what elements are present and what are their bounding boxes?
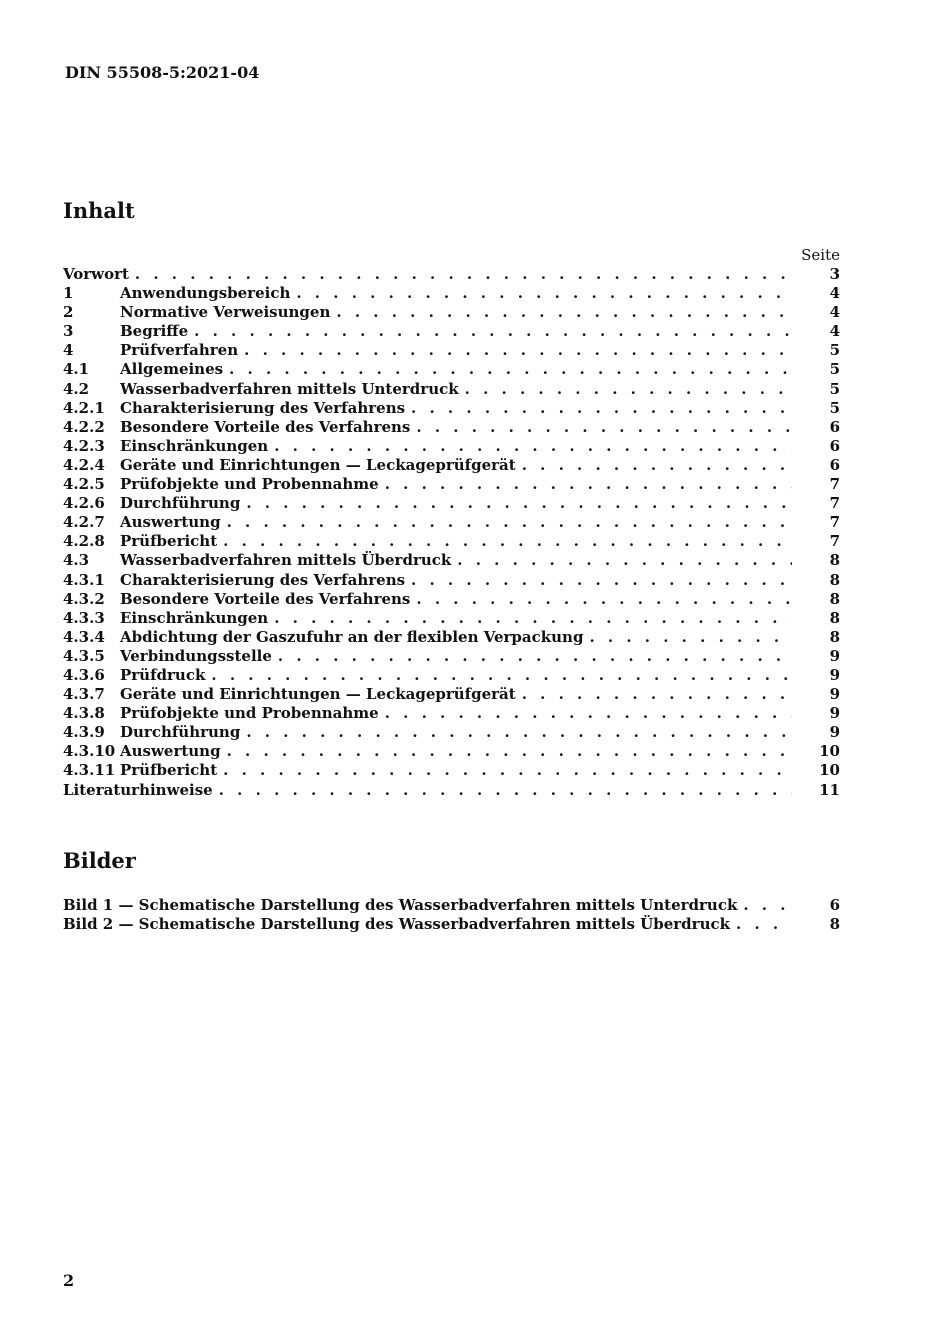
toc-entry-page: 8 xyxy=(829,915,840,934)
toc-entry-title[interactable]: Prüfdruck xyxy=(120,665,206,684)
dot-leader xyxy=(227,513,792,532)
toc-entry-number: 1 xyxy=(63,284,74,303)
toc-entry-page: 9 xyxy=(829,704,840,723)
toc-entry[interactable] xyxy=(63,551,840,570)
toc-entry-page: 5 xyxy=(829,379,840,398)
toc-entry-number: 2 xyxy=(63,303,74,322)
toc-entry[interactable] xyxy=(63,742,840,761)
toc-entry-title[interactable]: Bild 1 — Schematische Darstellung des Wasserbadverfahren mittels Unterdruck xyxy=(63,896,738,914)
toc-entry-page: 8 xyxy=(829,608,840,627)
toc-entry[interactable] xyxy=(63,723,840,742)
toc-entry[interactable] xyxy=(63,704,840,723)
toc-entry-number: 4.3.2 xyxy=(63,589,105,608)
toc-entry-page: 10 xyxy=(819,742,840,761)
toc-entry-title[interactable]: Wasserbadverfahren mittels Überdruck xyxy=(120,551,452,570)
toc-entry-title[interactable]: Einschränkungen xyxy=(120,608,269,627)
toc-entry-title[interactable]: Literaturhinweise xyxy=(63,780,213,799)
dot-leader xyxy=(244,341,792,360)
figures-heading: Bilder xyxy=(63,848,136,873)
toc-entry-number: 4.2.5 xyxy=(63,475,105,494)
dot-leader xyxy=(135,265,792,284)
toc-entry-title[interactable]: Prüfbericht xyxy=(120,761,218,780)
toc-entry-page: 6 xyxy=(829,896,840,914)
dot-leader xyxy=(223,761,792,780)
toc-entry[interactable] xyxy=(63,685,840,704)
toc-entry[interactable] xyxy=(63,322,840,341)
toc-entry-title[interactable]: Einschränkungen xyxy=(120,436,269,455)
toc-entry-title[interactable]: Prüfbericht xyxy=(120,532,218,551)
toc-entry-number: 4.3.3 xyxy=(63,608,105,627)
dot-leader xyxy=(743,896,792,915)
toc-entry[interactable] xyxy=(63,437,840,456)
toc-entry-page: 11 xyxy=(819,780,840,799)
toc-entry-number: 4.2.3 xyxy=(63,436,105,455)
toc-entry-page: 3 xyxy=(829,265,840,283)
toc-entry-title[interactable]: Besondere Vorteile des Verfahrens xyxy=(120,589,411,608)
toc-entry-number: 4.1 xyxy=(63,360,90,379)
toc-entry-number: 4.2 xyxy=(63,379,90,398)
toc-entry[interactable] xyxy=(63,609,840,628)
toc-entry-title[interactable]: Anwendungsbereich xyxy=(120,284,291,303)
dot-leader xyxy=(246,723,792,742)
toc-entry[interactable] xyxy=(63,647,840,666)
toc-entry[interactable] xyxy=(63,284,840,303)
toc-entry-number: 4.3 xyxy=(63,551,90,570)
toc-entry[interactable] xyxy=(63,571,840,590)
toc-entry-number: 4.3.7 xyxy=(63,685,105,704)
toc-entry-number: 4.3.6 xyxy=(63,665,105,684)
page-column-label: Seite xyxy=(801,246,840,264)
toc-entry-page: 7 xyxy=(829,494,840,513)
dot-leader xyxy=(227,742,792,761)
toc-entry-title[interactable]: Begriffe xyxy=(120,322,189,341)
toc-entry[interactable] xyxy=(63,303,840,322)
toc-entry-page: 4 xyxy=(829,284,840,303)
toc-entry-title[interactable]: Verbindungsstelle xyxy=(120,646,272,665)
toc-entry[interactable] xyxy=(63,628,840,647)
toc-entry-number: 4.2.1 xyxy=(63,398,105,417)
toc-entry-number: 4.2.8 xyxy=(63,532,105,551)
toc-entry-page: 9 xyxy=(829,646,840,665)
toc-entry-title[interactable]: Prüfverfahren xyxy=(120,341,239,360)
toc-entry-number: 4.2.4 xyxy=(63,455,105,474)
dot-leader xyxy=(465,380,792,399)
figure-entry[interactable] xyxy=(63,896,840,915)
dot-leader xyxy=(385,704,792,723)
toc-entry[interactable] xyxy=(63,666,840,685)
toc-entry[interactable] xyxy=(63,475,840,494)
toc-entry-page: 8 xyxy=(829,551,840,570)
dot-leader xyxy=(194,322,792,341)
dot-leader xyxy=(336,303,792,322)
toc-entry-number: 4.3.11 xyxy=(63,761,116,780)
dot-leader xyxy=(246,494,792,513)
toc-entry-page: 8 xyxy=(829,627,840,646)
toc-entry[interactable] xyxy=(63,761,840,780)
toc-entry-title[interactable]: Normative Verweisungen xyxy=(120,303,331,322)
dot-leader xyxy=(223,532,792,551)
toc-entry-title[interactable]: Allgemeines xyxy=(120,360,224,379)
toc-entry-page: 4 xyxy=(829,303,840,322)
dot-leader xyxy=(229,360,792,379)
toc-entry-page: 10 xyxy=(819,761,840,780)
toc-entry-page: 5 xyxy=(829,341,840,360)
dot-leader xyxy=(278,647,792,666)
toc-entry-title[interactable]: Durchführung xyxy=(120,723,241,742)
toc-entry-page: 9 xyxy=(829,723,840,742)
toc-entry[interactable] xyxy=(63,456,840,475)
toc-entry[interactable] xyxy=(63,590,840,609)
toc-entry[interactable] xyxy=(63,380,840,399)
toc-entry-title[interactable]: Charakterisierung des Verfahrens xyxy=(120,570,406,589)
dot-leader xyxy=(274,437,792,456)
toc-entry-title[interactable]: Besondere Vorteile des Verfahrens xyxy=(120,417,411,436)
toc-entry[interactable] xyxy=(63,399,840,418)
dot-leader xyxy=(296,284,792,303)
toc-entry[interactable] xyxy=(63,341,840,360)
dot-leader xyxy=(411,399,792,418)
dot-leader xyxy=(385,475,792,494)
toc-entry-title[interactable]: Abdichtung der Gaszufuhr an der flexiblen Verpackung xyxy=(120,627,584,646)
toc-entry-title[interactable]: Geräte und Einrichtungen — Leckageprüfgerät xyxy=(120,455,516,474)
toc-entry-page: 6 xyxy=(829,417,840,436)
toc-entry-number: 4.3.4 xyxy=(63,627,105,646)
toc-entry-page: 9 xyxy=(829,665,840,684)
dot-leader xyxy=(219,781,792,800)
dot-leader xyxy=(211,666,792,685)
dot-leader xyxy=(457,551,792,570)
toc-entry-title[interactable]: Durchführung xyxy=(120,494,241,513)
toc-entry[interactable] xyxy=(63,418,840,437)
toc-entry[interactable] xyxy=(63,513,840,532)
toc-entry-page: 4 xyxy=(829,322,840,341)
toc-entry-page: 7 xyxy=(829,475,840,494)
toc-entry-title[interactable]: Charakterisierung des Verfahrens xyxy=(120,398,406,417)
contents-heading: Inhalt xyxy=(63,198,135,223)
toc-entry-page: 8 xyxy=(829,589,840,608)
toc-entry-title[interactable]: Auswertung xyxy=(120,513,221,532)
toc-entry[interactable] xyxy=(63,360,840,379)
toc-entry-number: 4.2.2 xyxy=(63,417,105,436)
toc-entry-number: 4.3.5 xyxy=(63,646,105,665)
toc-entry-number: 4.2.6 xyxy=(63,494,105,513)
toc-entry-title[interactable]: Prüfobjekte und Probennahme xyxy=(120,475,379,494)
dot-leader xyxy=(589,628,792,647)
toc-entry-page: 6 xyxy=(829,436,840,455)
toc-entry-page: 5 xyxy=(829,360,840,379)
document-id: DIN 55508-5:2021-04 xyxy=(65,63,260,82)
dot-leader xyxy=(416,418,792,437)
dot-leader xyxy=(416,590,792,609)
table-of-contents xyxy=(63,265,840,800)
dot-leader xyxy=(274,609,792,628)
toc-entry-page: 5 xyxy=(829,398,840,417)
toc-entry-number: 4.2.7 xyxy=(63,513,105,532)
toc-entry-page: 8 xyxy=(829,570,840,589)
toc-entry-number: 4 xyxy=(63,341,74,360)
toc-entry-number: 4.3.9 xyxy=(63,723,105,742)
dot-leader xyxy=(522,456,792,475)
page-number: 2 xyxy=(63,1271,75,1290)
toc-entry-title[interactable]: Vorwort xyxy=(63,265,129,283)
toc-entry[interactable] xyxy=(63,532,840,551)
toc-entry-number: 4.3.8 xyxy=(63,704,105,723)
toc-entry-title[interactable]: Prüfobjekte und Probennahme xyxy=(120,704,379,723)
toc-entry-title[interactable]: Auswertung xyxy=(120,742,221,761)
toc-entry-number: 4.3.1 xyxy=(63,570,105,589)
toc-entry[interactable] xyxy=(63,265,840,284)
toc-entry-page: 9 xyxy=(829,685,840,704)
toc-entry-title[interactable]: Bild 2 — Schematische Darstellung des Wasserbadverfahren mittels Überdruck xyxy=(63,915,730,934)
list-of-figures xyxy=(63,896,840,934)
toc-entry-title[interactable]: Geräte und Einrichtungen — Leckageprüfgerät xyxy=(120,685,516,704)
dot-leader xyxy=(736,915,792,934)
toc-entry-page: 6 xyxy=(829,455,840,474)
figure-entry[interactable] xyxy=(63,915,840,934)
toc-entry-page: 7 xyxy=(829,532,840,551)
toc-entry-title[interactable]: Wasserbadverfahren mittels Unterdruck xyxy=(120,379,459,398)
toc-entry[interactable] xyxy=(63,494,840,513)
toc-entry[interactable] xyxy=(63,781,840,800)
toc-entry-number: 4.3.10 xyxy=(63,742,116,761)
dot-leader xyxy=(411,571,792,590)
toc-entry-number: 3 xyxy=(63,322,74,341)
toc-entry-page: 7 xyxy=(829,513,840,532)
dot-leader xyxy=(522,685,792,704)
